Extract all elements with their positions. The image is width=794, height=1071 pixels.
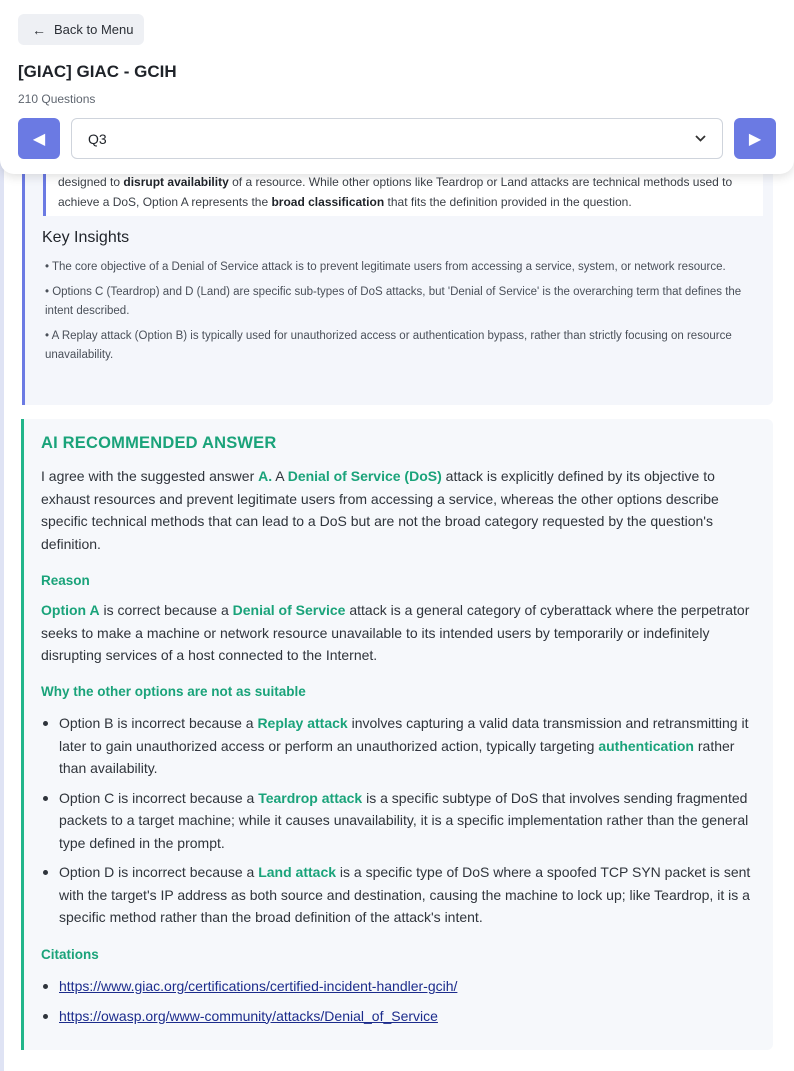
- arrow-left-icon: ←: [32, 21, 46, 38]
- question-select-value: Q3: [88, 130, 107, 147]
- option-fragment: is a specific type of DoS where a spoofed TCP SYN packet is sent with the target's IP address as both source and destination, causing the machine to lock up; like Teardrop, it is a specific method rather than the broad definition of the attack's intent.: [59, 864, 751, 925]
- option-c-item: [41, 787, 759, 855]
- intro-text: I agree with the suggested answer: [41, 468, 259, 484]
- option-fragment: involves capturing a valid data transmission and retransmitting it later to gain unauthorized access or perform an unauthorized action, typically targeting: [59, 715, 749, 754]
- header: [0, 0, 794, 174]
- citation-link-owasp[interactable]: https://owasp.org/www-community/attacks/Denial_of_Service: [59, 1007, 438, 1024]
- option-d-item: [41, 861, 759, 929]
- explain-line2-post: that fits the definition provided in the question.: [384, 195, 632, 209]
- option-b-item: [41, 712, 759, 780]
- explanation-card: [22, 140, 773, 405]
- previous-question-button[interactable]: ◀: [18, 118, 60, 159]
- highlight-term: Denial of Service: [232, 602, 346, 618]
- highlight-term: Option A: [41, 602, 100, 618]
- key-insights-list: [45, 258, 745, 371]
- other-options-list: [41, 712, 759, 936]
- citations-list: [41, 975, 759, 1034]
- highlight-term: Land attack: [258, 864, 337, 880]
- question-select[interactable]: [71, 118, 723, 159]
- citations-title: Citations: [41, 947, 99, 962]
- explain-line2-pre: achieve a DoS, Option A represents the: [58, 195, 272, 209]
- reason-fragment: is correct because a: [99, 602, 233, 618]
- highlight-term: Teardrop attack: [258, 789, 363, 806]
- highlight-term: authentication: [598, 737, 694, 754]
- back-to-menu-button[interactable]: [18, 14, 144, 45]
- other-options-title: Why the other options are not as suitable: [41, 684, 306, 699]
- highlight-term: Replay attack: [257, 715, 348, 731]
- next-question-button[interactable]: ▶: [734, 118, 776, 159]
- ai-answer-intro: [41, 465, 759, 555]
- intro-text: attack is explicitly defined by its objective to exhaust resources and prevent legitimate users from accessing a service, whereas the other options describe specific technical methods that can lead to a DoS but are not the broad category requested by the question's definition.: [41, 468, 719, 552]
- reason-fragment: attack is a general category of cyberattack where the perpetrator seeks to make a machine or network resource unavailable to its intended users by temporarily or indefinitely disrupting services of a host connected to the Internet.: [41, 602, 750, 663]
- key-insights-title: Key Insights: [42, 229, 130, 246]
- insight-item: • The core objective of a Denial of Service attack is to prevent legitimate users from accessing a service, system, or network resource.: [45, 261, 726, 273]
- citation-item: [41, 1005, 759, 1028]
- suggested-answer: A.: [258, 468, 273, 484]
- option-fragment: rather than availability.: [59, 737, 735, 776]
- question-count: 210 Questions: [18, 92, 96, 106]
- ai-answer-card: [21, 419, 773, 1050]
- insight-item: • A Replay attack (Option B) is typically used for unauthorized access or authentication bypass, rather than strictly focusing on resource unavailability.: [45, 330, 732, 361]
- option-fragment: Option C is incorrect because a: [59, 789, 259, 806]
- explain-line1-post: of a resource. While other options like Teardrop or Land attacks are technical methods used to: [228, 175, 733, 189]
- chevron-down-icon: [695, 133, 706, 145]
- insight-item: • Options C (Teardrop) and D (Land) are specific sub-types of DoS attacks, but 'Denial of Service' is the overarching term that defines the intent described.: [45, 286, 742, 317]
- citation-item: [41, 975, 759, 998]
- page-title: [GIAC] GIAC - GCIH: [18, 62, 177, 81]
- option-fragment: is a specific subtype of DoS that involves sending fragmented packets to a target machine; while it causes unavailability, it is a specific implementation rather than the general type defined in the prompt.: [59, 789, 749, 851]
- reason-title: Reason: [41, 573, 90, 588]
- reason-text: [41, 599, 759, 667]
- highlight-term: Denial of Service (DoS): [287, 468, 442, 484]
- back-to-menu-label: Back to Menu: [54, 22, 134, 37]
- ai-answer-title: AI RECOMMENDED ANSWER: [41, 434, 277, 452]
- explain-line1-pre: designed to: [58, 175, 124, 189]
- option-fragment: Option B is incorrect because a: [59, 715, 258, 731]
- intro-text: A: [272, 468, 288, 484]
- citation-link-giac[interactable]: https://www.giac.org/certifications/certified-incident-handler-gcih/: [59, 978, 458, 994]
- option-fragment: Option D is incorrect because a: [59, 864, 259, 880]
- explain-line1-bold: disrupt availability: [123, 175, 229, 189]
- explain-line2-bold: broad classification: [271, 195, 385, 209]
